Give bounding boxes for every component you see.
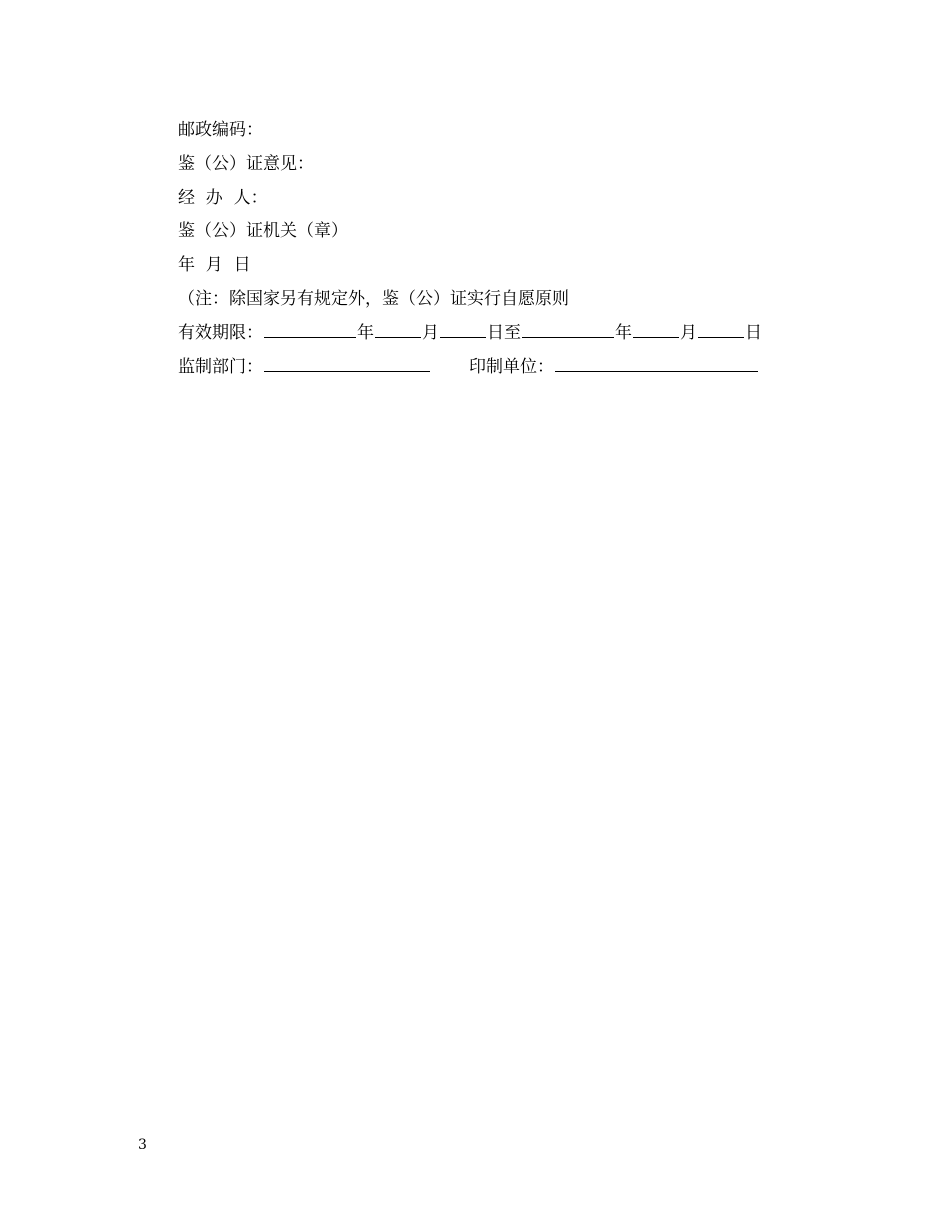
supervisor-blank (264, 355, 430, 372)
start-year-blank (264, 321, 356, 338)
notary-opinion-line: 鉴（公）证意见： (178, 154, 314, 174)
validity-label: 有效期限： (178, 323, 263, 343)
start-month-label: 月 (422, 323, 439, 343)
postal-code-line: 邮政编码： (178, 120, 263, 140)
end-year-blank (522, 321, 614, 338)
notary-office-seal-line: 鉴（公）证机关（章） (178, 221, 348, 241)
supervisor-label: 监制部门： (178, 357, 263, 377)
start-year-label: 年 (357, 323, 374, 343)
supervisor-printer-line (178, 355, 759, 378)
end-year-label: 年 (615, 323, 632, 343)
end-month-blank (633, 321, 679, 338)
start-month-blank (375, 321, 421, 338)
validity-period-line (178, 321, 762, 344)
date-line: 年 月 日 (178, 255, 251, 275)
handler-line: 经 办 人： (178, 188, 268, 208)
page-number: 3 (138, 1137, 147, 1153)
start-day-blank (440, 321, 486, 338)
end-month-label: 月 (680, 323, 697, 343)
printer-blank (555, 355, 758, 372)
note-line: （注：除国家另有规定外，鉴（公）证实行自愿原则 (178, 289, 569, 309)
printer-label: 印制单位： (469, 357, 554, 377)
day-to-label: 日至 (487, 323, 521, 343)
end-day-label: 日 (745, 323, 762, 343)
end-day-blank (698, 321, 744, 338)
